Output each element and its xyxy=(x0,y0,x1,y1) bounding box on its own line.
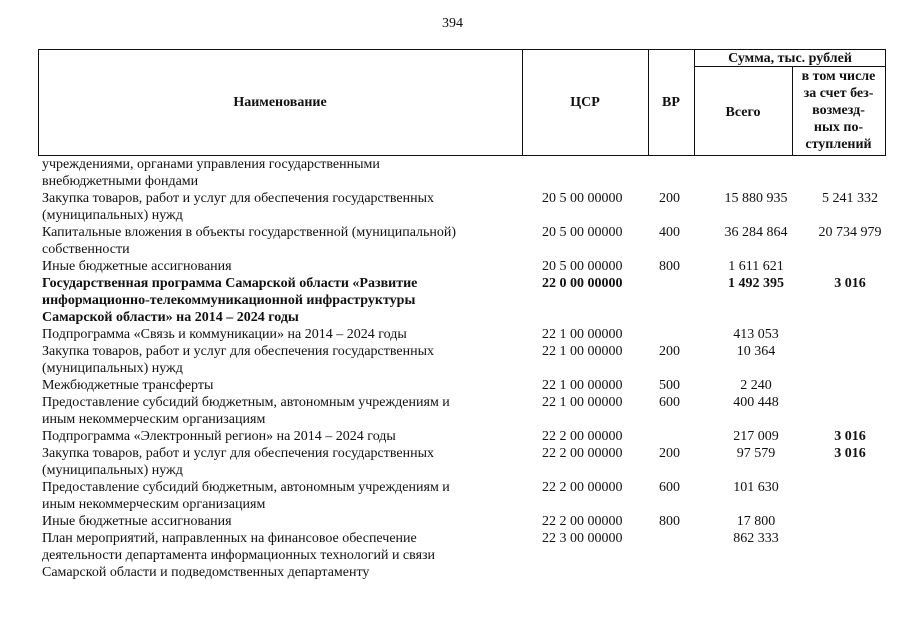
row-name: План мероприятий, направленных на финансовое обеспечение деятельности департамента информационных технологий и связи Самарской области и подведомственных департаменту xyxy=(42,531,436,580)
row-name: Закупка товаров, работ и услуг для обеспечения государственных (муниципальных) нужд xyxy=(42,344,435,376)
row-name: Межбюджетные трансферты xyxy=(42,378,214,393)
table-row xyxy=(42,190,887,224)
row-vr: 200 xyxy=(659,191,680,206)
row-name: Капитальные вложения в объекты государственной (муниципальной) собственности xyxy=(42,225,457,257)
table-row xyxy=(42,275,887,326)
table-row xyxy=(42,394,887,428)
header-vr: ВР xyxy=(662,95,680,110)
row-total: 400 448 xyxy=(733,395,779,410)
row-total: 15 880 935 xyxy=(724,191,788,206)
page-number: 394 xyxy=(442,16,463,31)
row-total: 36 284 864 xyxy=(724,225,788,240)
row-total: 413 053 xyxy=(733,327,779,342)
header-free-funds: в том числе за счет без- возмезд- ных по- ступлений xyxy=(801,69,876,152)
row-vr: 500 xyxy=(659,378,680,393)
row-name: Подпрограмма «Связь и коммуникации» на 2014 – 2024 годы xyxy=(42,327,407,342)
table-row xyxy=(42,445,887,479)
table-row xyxy=(42,513,887,530)
table-row xyxy=(42,479,887,513)
row-csr: 22 2 00 00000 xyxy=(542,446,623,461)
header-sum-group: Сумма, тыс. рублей xyxy=(728,51,852,66)
row-free-funds: 3 016 xyxy=(834,276,866,291)
row-vr: 600 xyxy=(659,395,680,410)
row-total: 97 579 xyxy=(736,446,776,461)
row-total: 10 364 xyxy=(736,344,776,359)
row-vr: 800 xyxy=(659,259,680,274)
table-row xyxy=(42,530,887,581)
header-csr: ЦСР xyxy=(570,95,600,110)
row-vr: 200 xyxy=(659,446,680,461)
row-csr: 22 1 00 00000 xyxy=(542,395,623,410)
row-csr: 22 1 00 00000 xyxy=(542,344,623,359)
row-name: Закупка товаров, работ и услуг для обеспечения государственных (муниципальных) нужд xyxy=(42,191,435,223)
row-total: 1 611 621 xyxy=(728,259,784,274)
row-vr: 400 xyxy=(659,225,680,240)
row-csr: 22 2 00 00000 xyxy=(542,480,623,495)
row-vr: 200 xyxy=(659,344,680,359)
row-csr: 20 5 00 00000 xyxy=(542,259,623,274)
row-csr: 22 2 00 00000 xyxy=(542,429,623,444)
table-row xyxy=(42,258,887,275)
row-free-funds: 3 016 xyxy=(834,446,866,461)
row-name: Иные бюджетные ассигнования xyxy=(42,514,232,529)
table-row xyxy=(42,326,887,343)
table-row xyxy=(42,156,887,190)
row-free-funds: 5 241 332 xyxy=(822,191,878,206)
row-name: Государственная программа Самарской области «Развитие информационно-телекоммуникационной инфраструктуры Самарской области» на 2014 – 2024 годы xyxy=(42,276,418,325)
row-name: Предоставление субсидий бюджетным, автономным учреждениям и иным некоммерческим организациям xyxy=(42,395,450,427)
row-free-funds: 20 734 979 xyxy=(818,225,882,240)
row-total: 1 492 395 xyxy=(728,276,784,291)
table-row xyxy=(42,343,887,377)
row-csr: 22 3 00 00000 xyxy=(542,531,623,546)
table-row xyxy=(42,224,887,258)
row-total: 2 240 xyxy=(740,378,772,393)
row-name: учреждениями, органами управления государственными внебюджетными фондами xyxy=(42,157,380,189)
row-name: Предоставление субсидий бюджетным, автономным учреждениям и иным некоммерческим организациям xyxy=(42,480,450,512)
row-name: Закупка товаров, работ и услуг для обеспечения государственных (муниципальных) нужд xyxy=(42,446,435,478)
row-csr: 22 0 00 00000 xyxy=(542,276,623,291)
row-total: 217 009 xyxy=(733,429,779,444)
table-header xyxy=(38,49,886,156)
table-row xyxy=(42,377,887,394)
header-name: Наименование xyxy=(233,95,327,110)
row-csr: 20 5 00 00000 xyxy=(542,225,623,240)
row-vr: 800 xyxy=(659,514,680,529)
row-free-funds: 3 016 xyxy=(834,429,866,444)
row-total: 101 630 xyxy=(733,480,779,495)
row-total: 17 800 xyxy=(736,514,776,529)
row-csr: 22 1 00 00000 xyxy=(542,327,623,342)
table-body xyxy=(42,156,887,581)
row-total: 862 333 xyxy=(733,531,779,546)
row-name: Подпрограмма «Электронный регион» на 2014 – 2024 годы xyxy=(42,429,396,444)
row-name: Иные бюджетные ассигнования xyxy=(42,259,232,274)
row-csr: 20 5 00 00000 xyxy=(542,191,623,206)
row-csr: 22 1 00 00000 xyxy=(542,378,623,393)
row-csr: 22 2 00 00000 xyxy=(542,514,623,529)
table-row xyxy=(42,428,887,445)
header-total: Всего xyxy=(725,105,761,120)
row-vr: 600 xyxy=(659,480,680,495)
